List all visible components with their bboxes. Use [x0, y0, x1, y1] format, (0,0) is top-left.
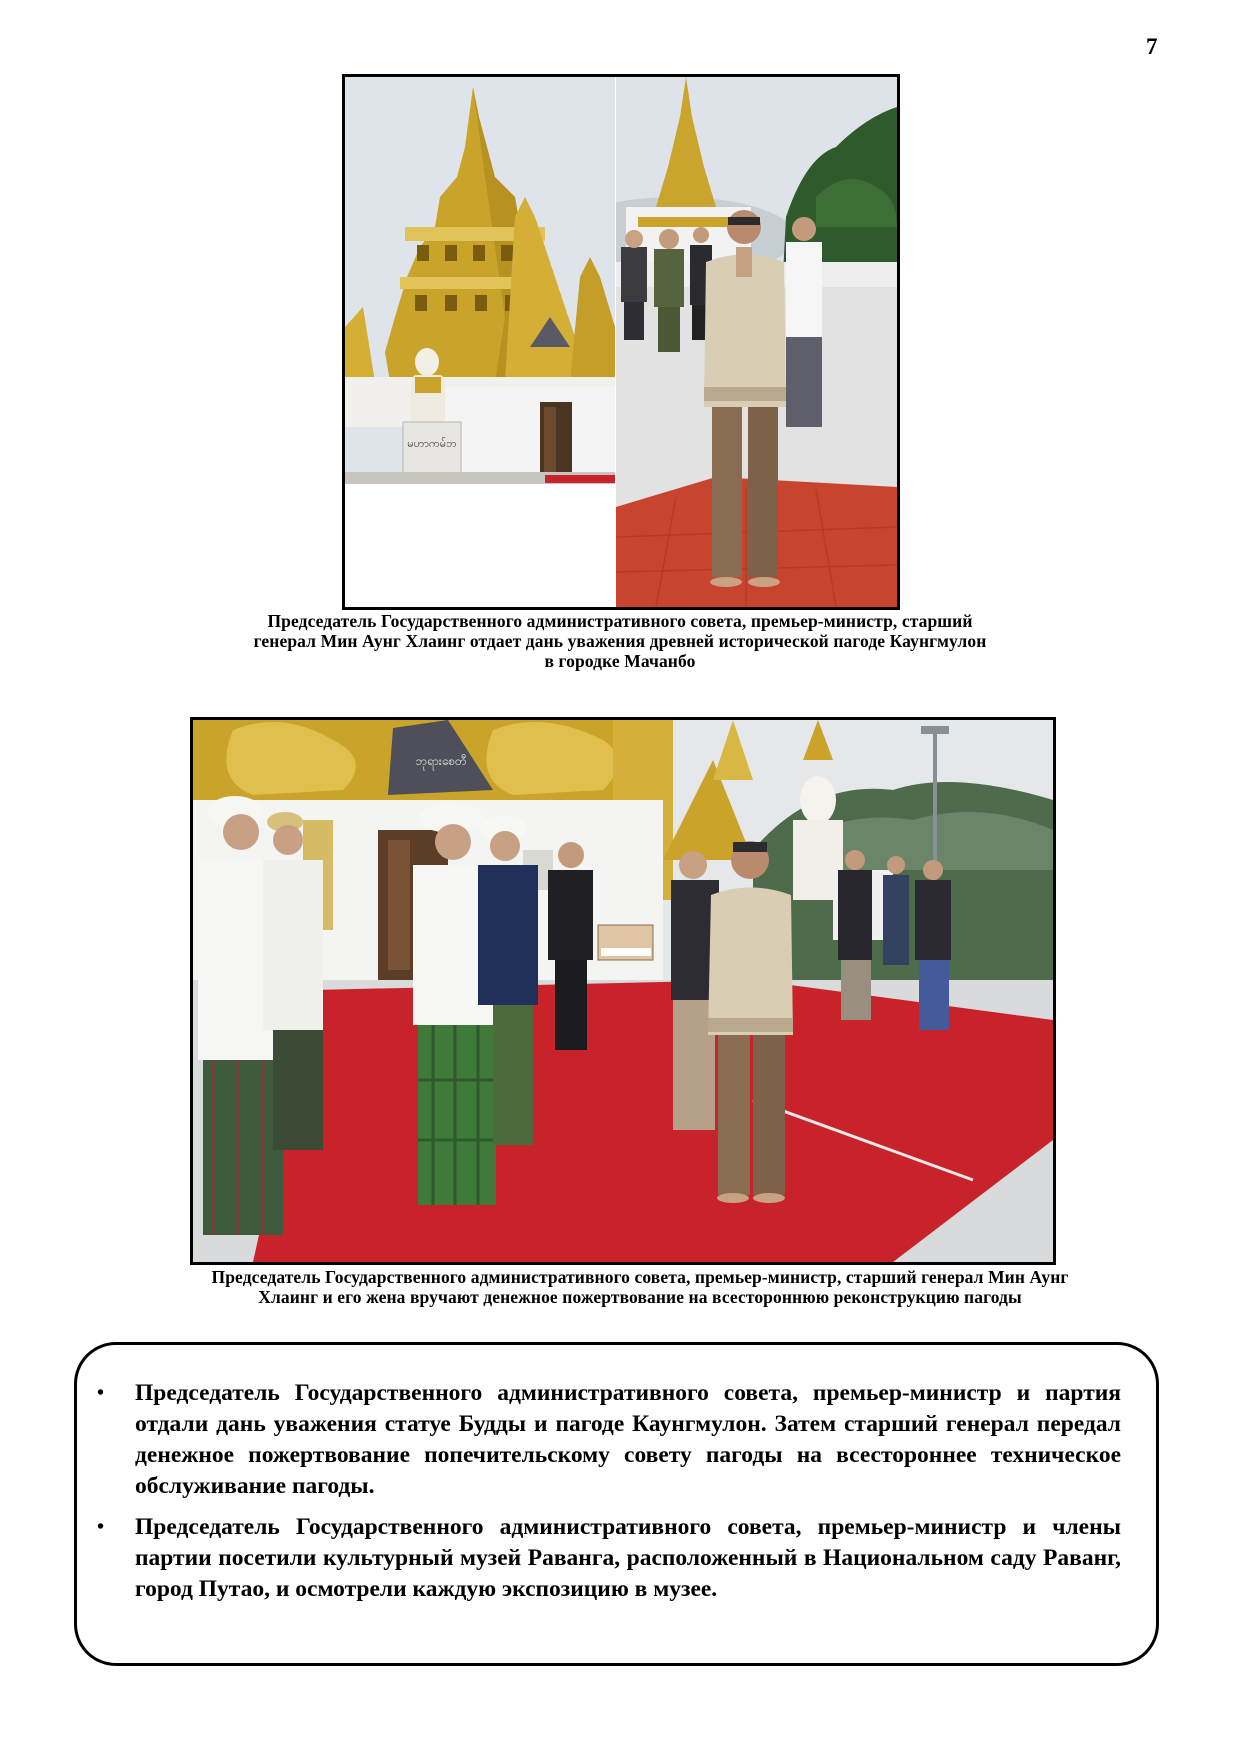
photo-donation-handover — [193, 720, 1053, 1262]
figure-pagoda-visit — [342, 74, 900, 610]
bullet-icon: • — [97, 1382, 105, 1404]
shrine-sign-text: ဘုရားစေတီ — [415, 754, 467, 768]
figure2-caption — [120, 1267, 1160, 1307]
summary-item — [97, 1512, 1121, 1605]
page-number: 7 — [1146, 34, 1158, 59]
figure2-caption-line: Хлаинг и его жена вручают денежное пожертвование на всестороннюю реконструкцию пагоды — [258, 1287, 1022, 1307]
bullet-icon: • — [97, 1516, 105, 1538]
photo-general-paying-respects — [616, 77, 897, 607]
figure1-caption-line: Председатель Государственного административного совета, премьер-министр, старший — [267, 611, 973, 631]
photo-golden-pagoda — [345, 77, 615, 607]
summary-box — [74, 1342, 1159, 1666]
figure2-caption-line: Председатель Государственного административного совета, премьер-министр, старший генерал Мин Аунг — [211, 1267, 1069, 1287]
statue-plaque-text: မဟာကမ်ဘ — [407, 437, 457, 450]
summary-list — [97, 1378, 1121, 1615]
figure1-caption-line: в городке Мачанбо — [544, 651, 696, 671]
summary-item — [97, 1378, 1121, 1502]
figure-donation-ceremony — [190, 717, 1056, 1265]
summary-item-text: Председатель Государственного административного совета, премьер-министр и партия отдали дань уважения статуе Будды и пагоде Каунгмулон. Затем старший генерал передал денежное пожертвование попечительскому совету пагоды на всестороннее техническое обслуживание пагоды. — [135, 1380, 1121, 1499]
figure1-caption-line: генерал Мин Аунг Хлаинг отдает дань уважения древней исторической пагоде Каунгмулон — [253, 631, 987, 651]
figure1-caption — [160, 611, 1080, 671]
summary-item-text: Председатель Государственного административного совета, премьер-министр и члены партии посетили культурный музей Раванга, расположенный в Национальном саду Раванг, город Путао, и осмотрели каждую экспозицию в музее. — [135, 1514, 1121, 1602]
